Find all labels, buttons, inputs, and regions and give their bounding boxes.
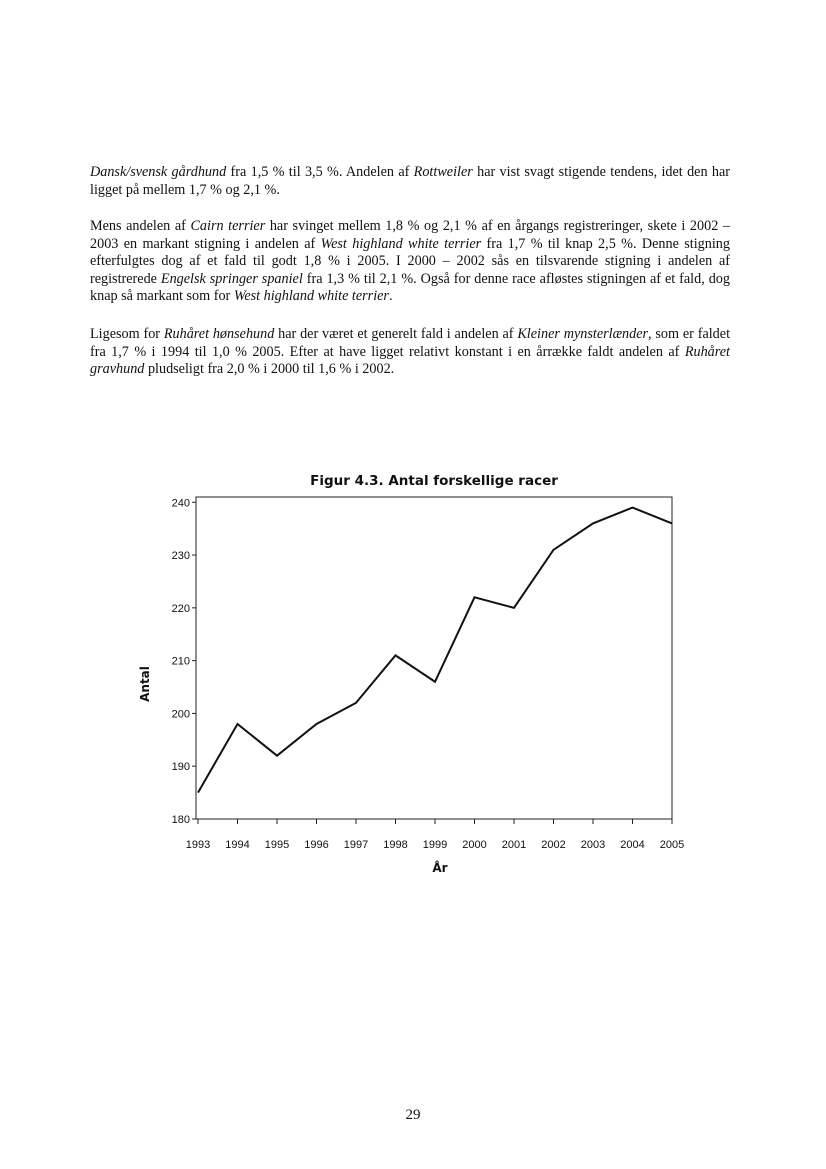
text-run: pludseligt fra 2,0 % i 2000 til 1,6 % i 2002. xyxy=(144,361,395,378)
text-run: fra 1,7 % til knap 2,5 %. Denne stigning efterfulgtes dog af et fald til godt 1,8 % i 2005. I 2000 – 2002 sås en tilsvarende stigning i andelen af registrerede xyxy=(90,235,730,287)
plot-area-border xyxy=(196,497,672,819)
italic-term: Dansk/svensk gårdhund xyxy=(90,164,227,180)
x-tick-label: 2001 xyxy=(501,839,527,851)
x-tick-label: 2000 xyxy=(462,839,487,851)
page-number: 29 xyxy=(405,1107,421,1123)
italic-term: Kleiner mynsterlænder xyxy=(517,326,649,342)
italic-term: West highland white terrier xyxy=(233,288,389,305)
y-axis-title: Antal xyxy=(138,666,152,702)
x-axis-title: År xyxy=(432,861,448,875)
x-tick-label: 1993 xyxy=(185,839,211,851)
text-run: har vist svagt stigende tendens, idet den har ligget på mellem 1,7 % og 2,1 %. xyxy=(90,164,730,198)
x-tick-label: 1995 xyxy=(264,839,290,851)
italic-term: Ruhåret gravhund xyxy=(90,343,730,378)
italic-term: Engelsk springer spaniel xyxy=(160,270,303,287)
italic-term: Cairn terrier xyxy=(190,218,266,234)
text-run: , som er faldet fra 1,7 % i 1994 til 1,0 % 2005. Efter at have ligget relativt konstant i en årrække faldt andelen af xyxy=(90,326,731,360)
y-tick-label: 210 xyxy=(171,655,190,668)
text-run: Mens andelen af xyxy=(90,218,191,234)
x-tick-label: 2003 xyxy=(580,839,606,851)
text-run: . xyxy=(388,288,393,305)
italic-term: Rottweiler xyxy=(413,164,473,180)
x-axis xyxy=(186,819,684,851)
y-tick-label: 190 xyxy=(171,761,190,774)
series-line-group xyxy=(198,508,672,793)
text-run: har der været et generelt fald i andelen af xyxy=(274,326,518,342)
series-line xyxy=(198,508,672,793)
text-run: fra 1,5 % til 3,5 %. Andelen af xyxy=(226,164,414,180)
italic-term: West highland white terrier xyxy=(320,235,482,252)
x-tick-label: 2005 xyxy=(659,839,685,851)
text-run: har svinget mellem 1,8 % og 2,1 % af en årgangs registreringer, skete i 2002 – 2003 en markant stigning i andelen af xyxy=(90,218,730,252)
x-tick-label: 1994 xyxy=(225,839,250,851)
x-tick-label: 2002 xyxy=(541,839,566,851)
chart-title: Figur 4.3. Antal forskellige racer xyxy=(310,473,558,489)
y-tick-label: 240 xyxy=(171,497,190,510)
y-tick-label: 230 xyxy=(171,550,190,563)
x-tick-label: 1999 xyxy=(422,839,448,851)
x-tick-label: 1997 xyxy=(343,839,369,851)
y-tick-label: 220 xyxy=(171,602,190,615)
italic-term: Ruhåret hønsehund xyxy=(163,326,275,342)
text-run: fra 1,3 % til 2,1 %. Også for denne race afløstes stigningen af et fald, dog knap så markant som for xyxy=(90,270,730,305)
y-tick-label: 200 xyxy=(171,708,190,721)
x-tick-label: 1998 xyxy=(383,839,408,851)
y-axis xyxy=(172,497,196,826)
text-run: Ligesom for xyxy=(90,326,164,342)
x-tick-label: 1996 xyxy=(304,839,329,851)
chart-frame xyxy=(196,497,672,819)
y-tick-label: 180 xyxy=(171,814,190,826)
x-tick-label: 2004 xyxy=(620,839,645,851)
